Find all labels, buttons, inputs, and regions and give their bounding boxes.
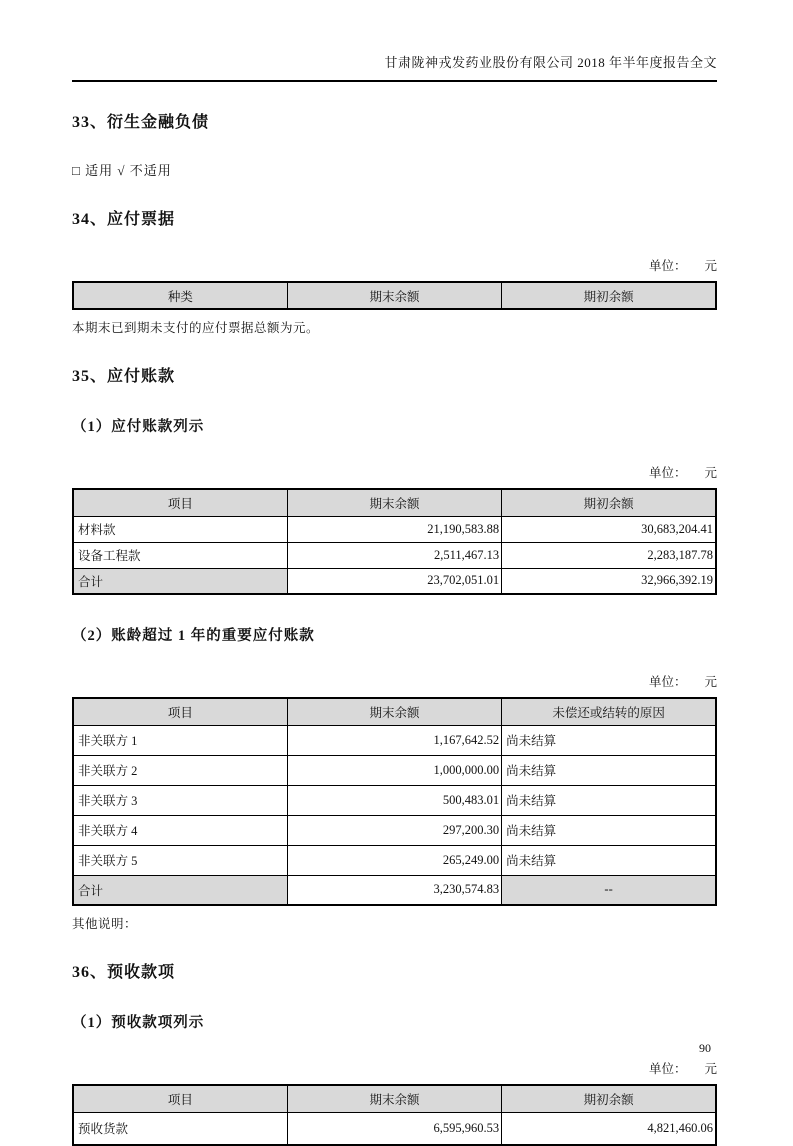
aged-payables-table bbox=[72, 697, 717, 906]
unit-line-35-2 bbox=[72, 672, 717, 690]
table-header-row bbox=[73, 698, 716, 725]
cell-end-balance: 297,200.30 bbox=[287, 815, 501, 845]
column-header-begin-balance: 期初余额 bbox=[502, 489, 716, 516]
column-header-end-balance: 期末余额 bbox=[287, 698, 501, 725]
table-row bbox=[73, 815, 716, 845]
cell-end-balance: 1,167,642.52 bbox=[287, 725, 501, 755]
section-35-sub2-title: （2）账龄超过 1 年的重要应付账款 bbox=[72, 628, 315, 644]
cell-reason: 尚未结算 bbox=[502, 815, 716, 845]
unit-value: 元 bbox=[704, 259, 717, 273]
advances-received-table bbox=[72, 1084, 717, 1146]
column-header-end-balance: 期末余额 bbox=[287, 282, 501, 309]
unit-value: 元 bbox=[704, 675, 717, 689]
table-row bbox=[73, 755, 716, 785]
column-header-item: 项目 bbox=[73, 1085, 287, 1112]
cell-end-balance: 500,483.01 bbox=[287, 785, 501, 815]
unit-value: 元 bbox=[704, 1062, 717, 1076]
unit-value: 元 bbox=[704, 466, 717, 480]
unit-label: 单位： bbox=[648, 259, 687, 273]
cell-begin-balance: 4,821,460.06 bbox=[502, 1112, 716, 1145]
unit-label: 单位： bbox=[648, 675, 687, 689]
cell-reason: 尚未结算 bbox=[502, 845, 716, 875]
cell-item: 非关联方 2 bbox=[73, 755, 287, 785]
column-header-end-balance: 期末余额 bbox=[287, 1085, 501, 1112]
section-35-title: 35、应付账款 bbox=[72, 368, 176, 385]
column-header-begin-balance: 期初余额 bbox=[502, 282, 716, 309]
section-33-applicability: □ 适用 √ 不适用 bbox=[72, 163, 172, 178]
cell-end-balance: 2,511,467.13 bbox=[287, 542, 501, 568]
table-row bbox=[73, 516, 716, 542]
cell-end-balance: 1,000,000.00 bbox=[287, 755, 501, 785]
cell-item: 预收货款 bbox=[73, 1112, 287, 1145]
cell-total-label: 合计 bbox=[73, 875, 287, 905]
cell-end-balance: 265,249.00 bbox=[287, 845, 501, 875]
section-34-note: 本期末已到期未支付的应付票据总额为元。 bbox=[72, 321, 320, 335]
table-header-row bbox=[73, 489, 716, 516]
cell-reason: 尚未结算 bbox=[502, 725, 716, 755]
cell-item: 设备工程款 bbox=[73, 542, 287, 568]
table-row bbox=[73, 1112, 716, 1145]
accounts-payable-table bbox=[72, 488, 717, 595]
section-35-sub1-title: （1）应付账款列示 bbox=[72, 419, 205, 435]
section-36-title: 36、预收款项 bbox=[72, 964, 176, 981]
cell-total-label: 合计 bbox=[73, 568, 287, 594]
column-header-begin-balance: 期初余额 bbox=[502, 1085, 716, 1112]
unit-label: 单位： bbox=[648, 1062, 687, 1076]
report-title: 甘肃陇神戎发药业股份有限公司 2018 年半年度报告全文 bbox=[384, 55, 717, 70]
column-header-reason: 未偿还或结转的原因 bbox=[502, 698, 716, 725]
report-header bbox=[72, 0, 717, 82]
section-35-other-note: 其他说明： bbox=[72, 917, 138, 931]
column-header-end-balance: 期末余额 bbox=[287, 489, 501, 516]
cell-end-balance: 23,702,051.01 bbox=[287, 568, 501, 594]
cell-reason: 尚未结算 bbox=[502, 785, 716, 815]
table-row bbox=[73, 542, 716, 568]
cell-item: 材料款 bbox=[73, 516, 287, 542]
page-content bbox=[72, 0, 717, 1146]
cell-reason: 尚未结算 bbox=[502, 755, 716, 785]
cell-begin-balance: 2,283,187.78 bbox=[502, 542, 716, 568]
table-total-row bbox=[73, 568, 716, 594]
page-number: 90 bbox=[699, 1041, 711, 1055]
cell-end-balance: 21,190,583.88 bbox=[287, 516, 501, 542]
cell-end-balance: 3,230,574.83 bbox=[287, 875, 501, 905]
notes-payable-table bbox=[72, 281, 717, 310]
column-header-item: 项目 bbox=[73, 489, 287, 516]
cell-item: 非关联方 4 bbox=[73, 815, 287, 845]
table-header-row bbox=[73, 1085, 716, 1112]
section-33-title: 33、衍生金融负债 bbox=[72, 114, 210, 131]
unit-line-35-1 bbox=[72, 463, 717, 481]
cell-item: 非关联方 1 bbox=[73, 725, 287, 755]
table-row bbox=[73, 785, 716, 815]
cell-item: 非关联方 5 bbox=[73, 845, 287, 875]
column-header-item: 项目 bbox=[73, 698, 287, 725]
column-header-category: 种类 bbox=[73, 282, 287, 309]
unit-line-36 bbox=[72, 1059, 717, 1077]
section-34-title: 34、应付票据 bbox=[72, 211, 176, 228]
cell-begin-balance: 32,966,392.19 bbox=[502, 568, 716, 594]
table-total-row bbox=[73, 875, 716, 905]
table-row bbox=[73, 725, 716, 755]
table-header-row bbox=[73, 282, 716, 309]
cell-end-balance: 6,595,960.53 bbox=[287, 1112, 501, 1145]
cell-item: 非关联方 3 bbox=[73, 785, 287, 815]
table-row bbox=[73, 845, 716, 875]
unit-line-34 bbox=[72, 256, 717, 274]
cell-reason: -- bbox=[502, 875, 716, 905]
section-36-sub1-title: （1）预收款项列示 bbox=[72, 1015, 205, 1031]
cell-begin-balance: 30,683,204.41 bbox=[502, 516, 716, 542]
unit-label: 单位： bbox=[648, 466, 687, 480]
